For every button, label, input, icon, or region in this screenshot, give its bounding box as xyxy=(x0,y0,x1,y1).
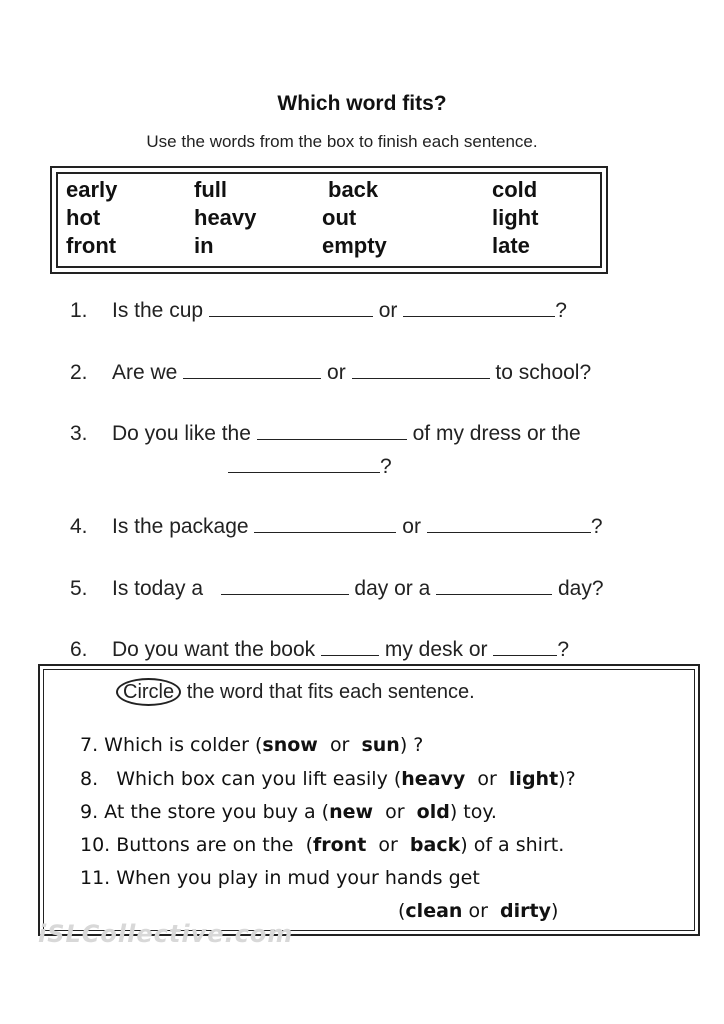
question-text: day? xyxy=(558,577,604,600)
choice-word[interactable]: light xyxy=(508,768,559,790)
question-text: ) toy. xyxy=(449,801,497,823)
answer-blank[interactable] xyxy=(427,514,591,533)
question-text: ? xyxy=(380,455,392,478)
question-number: 2. xyxy=(70,361,88,384)
choice-word[interactable]: back xyxy=(409,834,461,856)
question-text: to school? xyxy=(495,361,592,384)
answer-blank[interactable] xyxy=(254,514,396,533)
question-5 xyxy=(70,576,604,601)
question-text: Is the package xyxy=(112,515,249,538)
question-text: Are we xyxy=(112,361,178,384)
choice-word[interactable]: front xyxy=(312,834,367,856)
choice-word[interactable]: dirty xyxy=(500,900,551,922)
word: empty xyxy=(322,233,387,258)
question-3 xyxy=(70,421,581,446)
question-6 xyxy=(70,637,569,662)
word: light xyxy=(492,205,539,230)
answer-blank[interactable] xyxy=(221,576,349,595)
answer-blank[interactable] xyxy=(436,576,552,595)
question-4 xyxy=(70,514,603,539)
question-2 xyxy=(70,360,591,385)
question-text: 11. When you play in mud your hands get xyxy=(80,867,480,889)
question-number: 6. xyxy=(70,638,88,661)
word: full xyxy=(194,177,227,202)
question-text: Is the cup xyxy=(112,299,204,322)
word: hot xyxy=(66,205,101,230)
answer-blank[interactable] xyxy=(352,360,490,379)
word-column-1 xyxy=(66,176,117,260)
question-text: ) ? xyxy=(399,734,424,756)
question-number: 4. xyxy=(70,515,88,538)
question-text: ( xyxy=(398,900,406,922)
instruction-text: the word that fits each sentence. xyxy=(186,681,475,703)
word-column-4 xyxy=(492,176,538,260)
answer-blank[interactable] xyxy=(257,421,407,440)
choice-word[interactable]: clean xyxy=(405,900,463,922)
word-box xyxy=(50,166,608,274)
circle-section-box xyxy=(38,664,700,936)
choice-word[interactable]: new xyxy=(329,801,374,823)
question-number: 5. xyxy=(70,577,88,600)
question-text: ) xyxy=(550,900,559,922)
question-3-continued xyxy=(228,454,392,479)
question-text: ) of a shirt. xyxy=(460,834,565,856)
word: in xyxy=(194,233,214,258)
question-text: or xyxy=(385,801,405,823)
question-1 xyxy=(70,298,567,323)
choice-word[interactable]: snow xyxy=(262,734,318,756)
question-text: or xyxy=(468,900,488,922)
circle-instruction xyxy=(116,678,475,706)
question-text: or xyxy=(402,515,421,538)
word-column-3 xyxy=(322,176,387,260)
word: heavy xyxy=(194,205,257,230)
page-subtitle: Use the words from the box to finish each sentence. xyxy=(146,132,538,151)
word: early xyxy=(66,177,118,202)
question-text: 9. At the store you buy a ( xyxy=(80,801,330,823)
question-text: ? xyxy=(555,299,567,322)
question-text: or xyxy=(477,768,497,790)
question-text: or xyxy=(378,299,398,322)
answer-blank[interactable] xyxy=(183,360,321,379)
answer-blank[interactable] xyxy=(321,637,379,656)
choice-word[interactable]: heavy xyxy=(401,768,466,790)
circle-question-11-choices xyxy=(398,900,558,922)
circle-question-10 xyxy=(80,834,564,856)
question-text: 7. Which is colder ( xyxy=(80,734,263,756)
answer-blank[interactable] xyxy=(228,454,380,473)
word: front xyxy=(66,233,117,258)
question-text: ? xyxy=(557,638,570,661)
word: late xyxy=(492,233,530,258)
circle-question-9 xyxy=(80,801,497,823)
word: back xyxy=(328,177,379,202)
choice-word[interactable]: old xyxy=(416,801,450,823)
question-text: my desk or xyxy=(384,638,488,661)
question-text: Do you like the xyxy=(112,422,251,445)
question-text: Do you want the book xyxy=(112,638,316,661)
question-number: 3. xyxy=(70,422,88,445)
question-text: Is today a xyxy=(112,577,204,600)
question-text: or xyxy=(327,361,346,384)
question-number: 1. xyxy=(70,299,88,322)
question-text: )? xyxy=(558,768,576,790)
circle-question-7 xyxy=(80,734,423,756)
question-text: or xyxy=(329,734,350,756)
question-text: 10. Buttons are on the ( xyxy=(80,834,313,856)
choice-word[interactable]: sun xyxy=(361,734,400,756)
watermark: iSLCollective.com xyxy=(38,920,294,948)
word: cold xyxy=(492,177,538,202)
word: out xyxy=(322,205,357,230)
question-text: day or a xyxy=(354,577,431,600)
circle-section-inner-border xyxy=(43,669,695,931)
answer-blank[interactable] xyxy=(403,298,555,317)
page-title: Which word fits? xyxy=(277,92,447,115)
answer-blank[interactable] xyxy=(209,298,373,317)
question-text: of my dress or the xyxy=(412,422,581,445)
word-column-2 xyxy=(194,176,256,260)
answer-blank[interactable] xyxy=(493,637,557,656)
circle-question-8 xyxy=(80,768,576,790)
circle-question-11 xyxy=(80,867,480,889)
question-text: ? xyxy=(590,515,603,538)
question-text: 8. Which box can you lift easily ( xyxy=(80,768,402,790)
question-text: or xyxy=(378,834,398,856)
circled-word: Circle xyxy=(116,678,181,706)
